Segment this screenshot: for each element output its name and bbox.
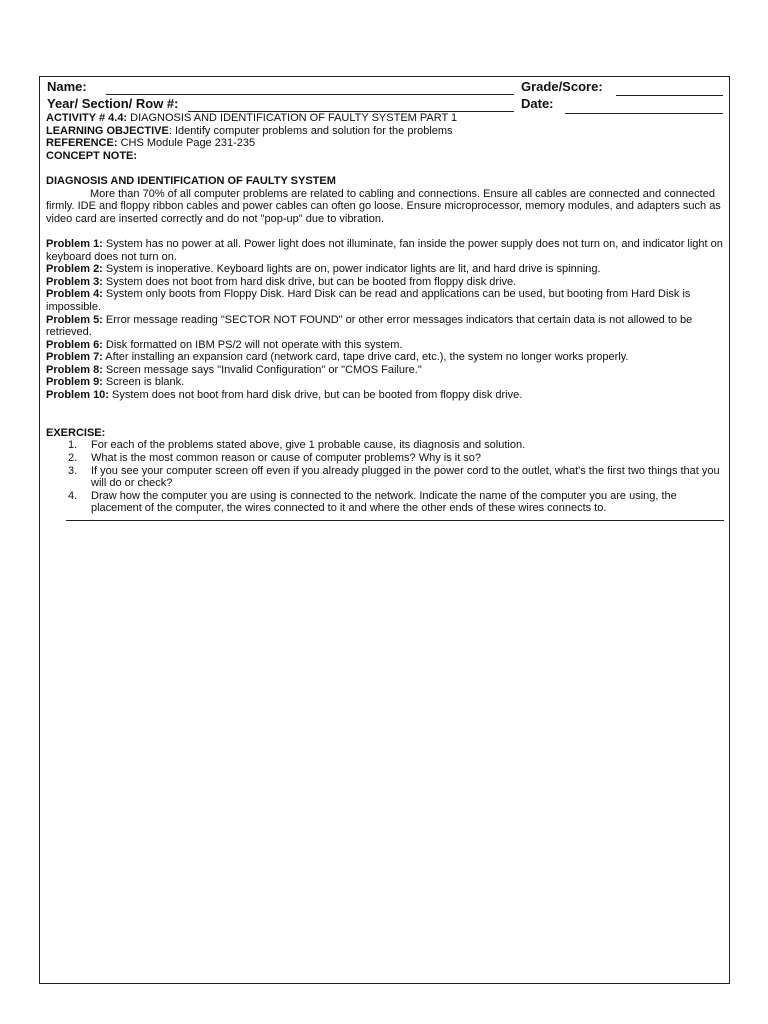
worksheet (39, 76, 730, 984)
problem-item: Problem 10: System does not boot from hard disk drive, but can be booted from floppy disk drive. (46, 389, 523, 402)
learning-objective-line: LEARNING OBJECTIVE: Identify computer problems and solution for the problems (46, 124, 453, 137)
reference-line: REFERENCE: CHS Module Page 231-235 (46, 137, 256, 150)
problem-item: Problem 2: System is inoperative. Keyboard lights are on, power indicator lights are lit, and hard drive is spinning. (46, 263, 601, 276)
exercise-item: 4. Draw how the computer you are using is connected to the network. Indicate the name of the computer you are using, the placement of the computer, the wires connected to it and where the other ends of these wires connects to. (68, 489, 677, 515)
problem-item: Problem 9: Screen is blank. (46, 376, 185, 389)
intro-paragraph: More than 70% of all computer problems are related to cabling and connections. Ensure all cables are connected and connected firmly. IDE and floppy ribbon cables and power cables can often go loose. Ensure microprocessor, memory modules, and adapters such as video card are inserted correctly and do not "pop-up" due to vibration. (46, 187, 721, 225)
problem-item: Problem 6: Disk formatted on IBM PS/2 will not operate with this system. (46, 338, 403, 351)
name-label: Name: (47, 79, 87, 94)
exercise-item: 1. For each of the problems stated above, give 1 probable cause, its diagnosis and solution. (68, 439, 526, 452)
section-title: DIAGNOSIS AND IDENTIFICATION OF FAULTY SYSTEM (46, 174, 336, 187)
grade-label: Grade/Score: (521, 79, 603, 94)
problem-item: Problem 3: System does not boot from hard disk drive, but can be booted from floppy disk drive. (46, 275, 517, 288)
exercise-heading: EXERCISE: (46, 426, 106, 439)
problem-item: Problem 7: After installing an expansion card (network card, tape drive card, etc.), the system no longer works properly. (46, 351, 629, 364)
problem-item: Problem 1: System has no power at all. Power light does not illuminate, fan inside the power supply does not turn on, and indicator light on keyboard does not turn on. (46, 237, 723, 263)
answer-divider-line (66, 520, 724, 521)
year-section-row-label: Year/ Section/ Row #: (47, 96, 179, 111)
exercise-list (46, 439, 724, 515)
grade-field-line[interactable] (616, 95, 723, 96)
problem-item: Problem 4: System only boots from Floppy Disk. Hard Disk can be read and applications can be used, but booting from Hard Disk is impossible. (46, 288, 691, 313)
name-field-line[interactable] (106, 94, 514, 95)
concept-note-heading: CONCEPT NOTE: (46, 149, 138, 162)
worksheet-content (46, 112, 724, 515)
problem-item: Problem 8: Screen message says "Invalid Configuration" or "CMOS Failure." (46, 363, 422, 376)
exercise-item: 2. What is the most common reason or cause of computer problems? Why is it so? (68, 452, 482, 465)
problem-list (46, 238, 724, 402)
date-label: Date: (521, 96, 554, 111)
exercise-item: 3. If you see your computer screen off even if you already plugged in the power cord to the outlet, what's the first two things that you will do or check? (68, 464, 720, 490)
activity-line: ACTIVITY # 4.4: DIAGNOSIS AND IDENTIFICATION OF FAULTY SYSTEM PART 1 (46, 112, 458, 124)
problem-item: Problem 5: Error message reading "SECTOR NOT FOUND" or other error messages indicators that certain data is not allowed to be retrieved. (46, 313, 693, 339)
